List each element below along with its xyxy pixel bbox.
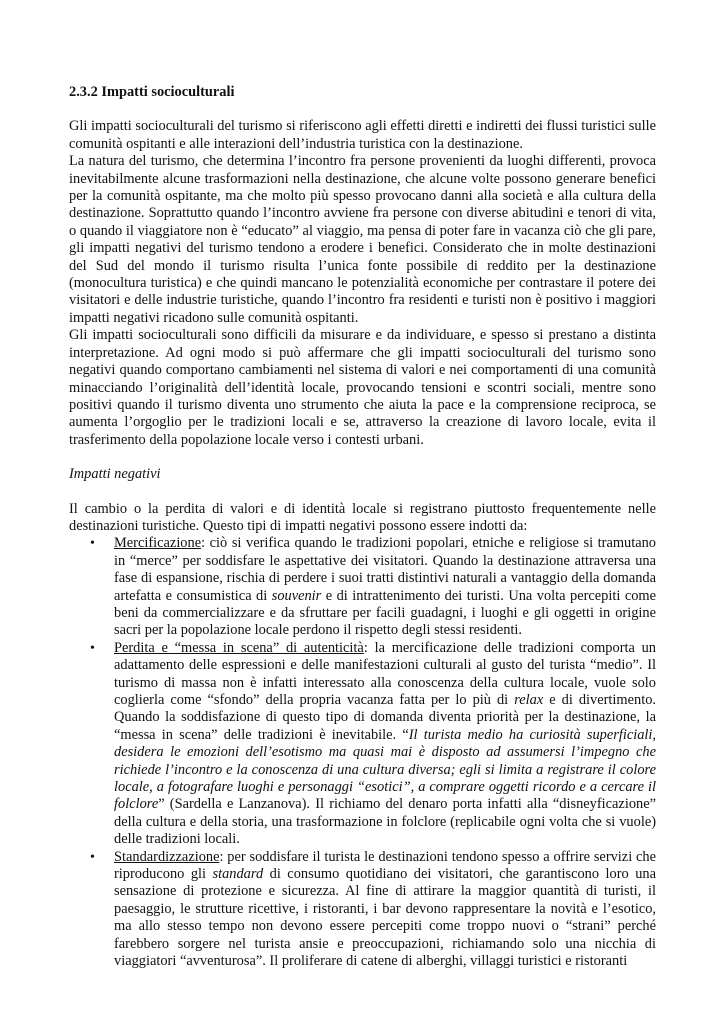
bullet-icon: •	[90, 640, 95, 656]
term-autenticita: Perdita e “messa in scena” di autenticità	[114, 639, 364, 656]
item-text: : ciò si verifica quando le tradizioni popolari, etniche e religiose si tramutano in “merce” per soddisfare le aspettative dei visitatori. Quando la destinazione attraversa una fase di espansione, rischia di perdere i suoi tratti distintivi naturali a vantaggio della domanda artefatta e consumistica di	[114, 535, 656, 604]
italic-word: relax	[514, 692, 544, 708]
italic-word: souvenir	[271, 587, 322, 604]
list-item-standardizzazione	[69, 849, 656, 971]
italic-quote: Il turista medio ha curiosità superficiali, desidera le emozioni dell’esotismo ma quasi mai è disposto ad assumersi l’impegno che richiede l’incontro e la conoscenza di una cultura diversa; egli si limita a registrare il colore locale, a fotografare luoghi e personaggi “esotici”, a comprare oggetti ricordo e a cercare il folclore	[114, 726, 656, 813]
item-text: e di intrattenimento dei turisti. Una volta percepiti come beni da commercializzare e da sfruttare per facili guadagni, i luoghi e gli oggetti in origine sacri per la popolazione locale perdono il rispetto degli stessi residenti.	[114, 587, 656, 639]
list-item-autenticita	[69, 640, 656, 849]
item-text: e di divertimento. Quando la soddisfazione di questo tipo di domanda diventa priorità per la destinazione, la “messa in scena” delle tradizioni è inevitabile. “	[114, 692, 656, 743]
paragraph-nature: La natura del turismo, che determina l’incontro fra persone provenienti da luoghi differenti, provoca inevitabilmente alcune trasformazioni nella destinazione, che alcune volte possono generare benefici per la comunità ospitante, ma che molto più spesso provocano danni alla società e alla cultura della destinazione. Soprattutto quando l’incontro avviene fra persone con diverse abitudini e tenori di vita, o quando il viaggiatore non è “educato” al viaggio, ma pensa di poter fare in vacanza ciò che gli pare, gli impatti negativi del turismo tendono a erodere i benefici. Considerato che in molte destinazioni del Sud del mondo il turismo risulta l’unica fonte possibile di reddito per la destinazione (monocultura turistica) e che quindi mancano le potenzialità economiche per contrastare il potere dei visitatori e delle industrie turistiche, quando l’incontro fra residenti e turisti non è positivo i maggiori impatti negativi ricadono sulle comunità ospitanti.	[69, 153, 656, 326]
item-text: : la mercificazione delle tradizioni comporta un adattamento delle espressioni e delle manifestazioni culturali al gusto del turista “medio”. Il turismo di massa non è infatti interessato alla conoscenza della cultura locale, vuole solo coglierla come “sfondo” della propria vacanza fatta per lo più di	[114, 639, 656, 708]
item-text: : per soddisfare il turista le destinazioni tendono spesso a offrire servizi che riproducono gli	[114, 848, 656, 883]
list-item-mercificazione	[69, 535, 656, 639]
italic-word: standard	[212, 866, 264, 883]
section-heading: 2.3.2 Impatti socioculturali	[69, 84, 235, 100]
paragraph-measurement: Gli impatti socioculturali sono difficili da misurare e da individuare, e spesso si prestano a distinta interpretazione. Ad ogni modo si può affermare che gli impatti socioculturali del turismo sono negativi quando comportano cambiamenti nel sistema di valori e nei comportamenti di una comunità minacciando l’originalità dell’identità locale, provocando tensioni e scontri sociali, mentre sono positivi quando il turismo diventa uno strumento che aiuta la pace e la comprensione reciproca, se aumenta l’orgoglio per le tradizioni locali e se, attraverso la creazione di lavoro locale, evita il trasferimento della popolazione locale verso i contesti urbani.	[69, 327, 656, 448]
paragraph-intro: Il cambio o la perdita di valori e di identità locale si registrano piuttosto frequentemente nelle destinazioni turistiche. Questo tipi di impatti negativi possono essere indotti da:	[69, 500, 656, 534]
document-page	[69, 84, 656, 971]
item-text: di consumo quotidiano dei visitatori, che garantiscono loro una sensazione di protezione e sicurezza. Al fine di attirare la maggior quantità di turisti, il paesaggio, le strutture ricettive, i ristoranti, i bar devono rappresentare la novità e l’esotico, ma allo stesso tempo non devono essere percepiti come troppo nuovi o “strani” perché farebbero sorgere nel turista ansie e preoccupazioni, richiamando solo una nicchia di viaggiatori “avventurosa”. Il proliferare di catene di alberghi, villaggi turistici e ristoranti	[114, 866, 656, 970]
item-text: ” (Sardella e Lanzanova). Il richiamo del denaro porta infatti alla “disneyficazione” della cultura e della storia, una trasformazione in folclore (replicabile ogni volta che si vuole) delle tradizioni locali.	[114, 796, 656, 848]
term-standardizzazione: Standardizzazione	[114, 848, 220, 865]
term-mercificazione: Mercificazione	[114, 535, 202, 552]
subheading-negative-impacts: Impatti negativi	[69, 466, 161, 483]
bullet-icon: •	[90, 849, 95, 865]
bullet-icon: •	[90, 536, 95, 552]
paragraph-definition: Gli impatti socioculturali del turismo si riferiscono agli effetti diretti e indiretti dei flussi turistici sulle comunità ospitanti e alle interazioni dell’industria turistica con la destinazione.	[69, 118, 656, 152]
impact-list	[69, 535, 656, 970]
